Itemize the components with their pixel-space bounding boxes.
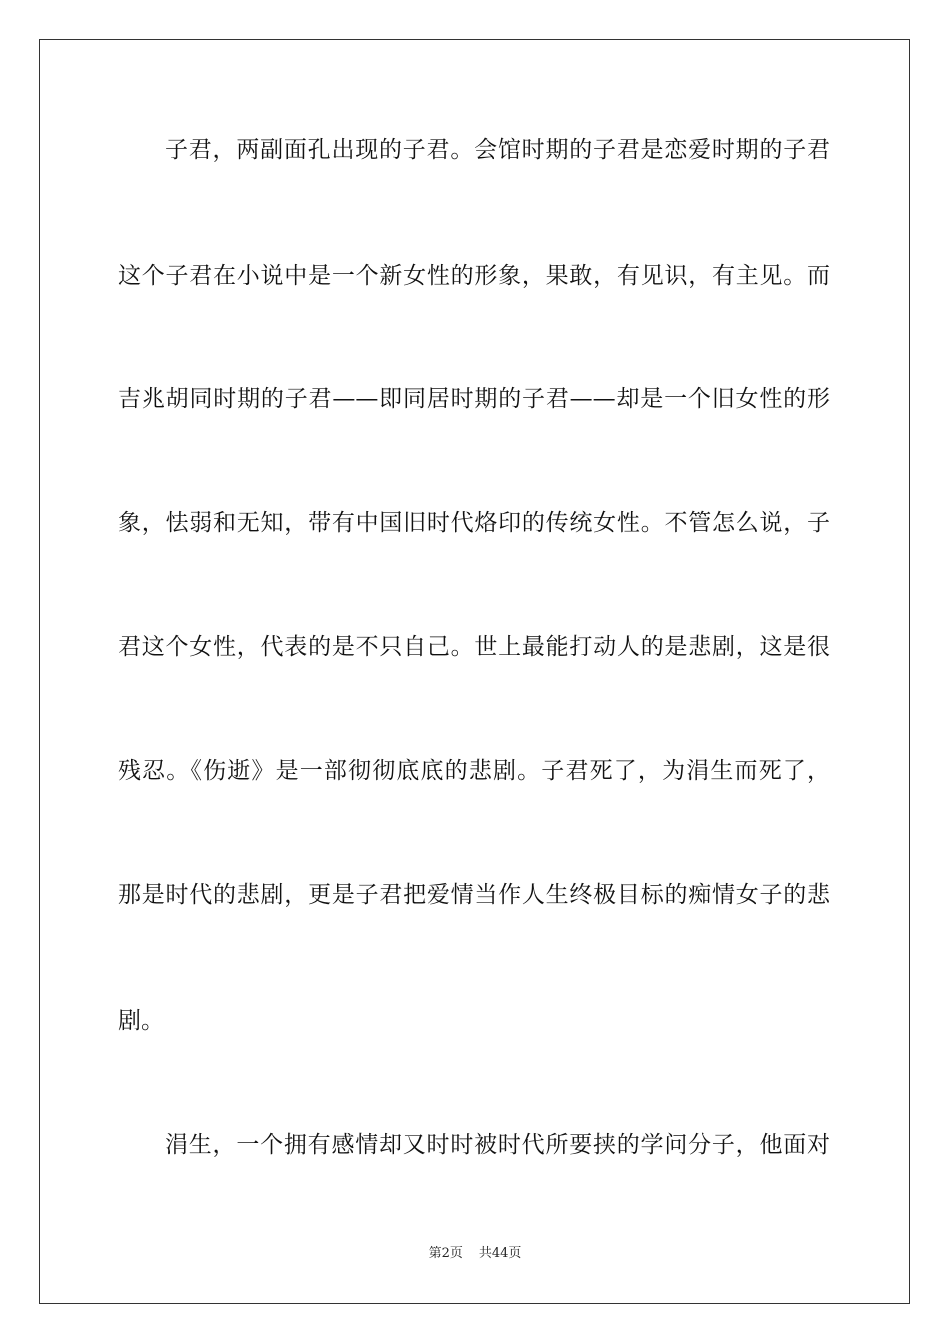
- text-line-5: 君这个女性，代表的是不只自己。世上最能打动人的是悲剧，这是很: [118, 634, 830, 660]
- page-number-total: 共44页: [478, 1246, 522, 1261]
- text-line-6: 残忍。《伤逝》是一部彻彻底底的悲剧。子君死了，为涓生而死了，: [118, 758, 830, 784]
- page-border: [39, 39, 910, 1304]
- text-line-1: 子君，两副面孔出现的子君。会馆时期的子君是恋爱时期的子君: [165, 137, 830, 163]
- text-line-4: 象，怯弱和无知，带有中国旧时代烙印的传统女性。不管怎么说，子: [118, 510, 830, 536]
- text-line-9: 涓生，一个拥有感情却又时时被时代所要挟的学问分子，他面对: [165, 1132, 830, 1158]
- text-line-7: 那是时代的悲剧，更是子君把爱情当作人生终极目标的痴情女子的悲: [118, 882, 830, 908]
- page-number-current: 第2页: [428, 1246, 463, 1261]
- text-line-2: 这个子君在小说中是一个新女性的形象，果敢，有见识，有主见。而: [118, 263, 830, 289]
- page-footer: [0, 1246, 950, 1262]
- text-line-8: 剧。: [118, 1008, 164, 1034]
- text-line-3: 吉兆胡同时期的子君——即同居时期的子君——却是一个旧女性的形: [118, 386, 830, 412]
